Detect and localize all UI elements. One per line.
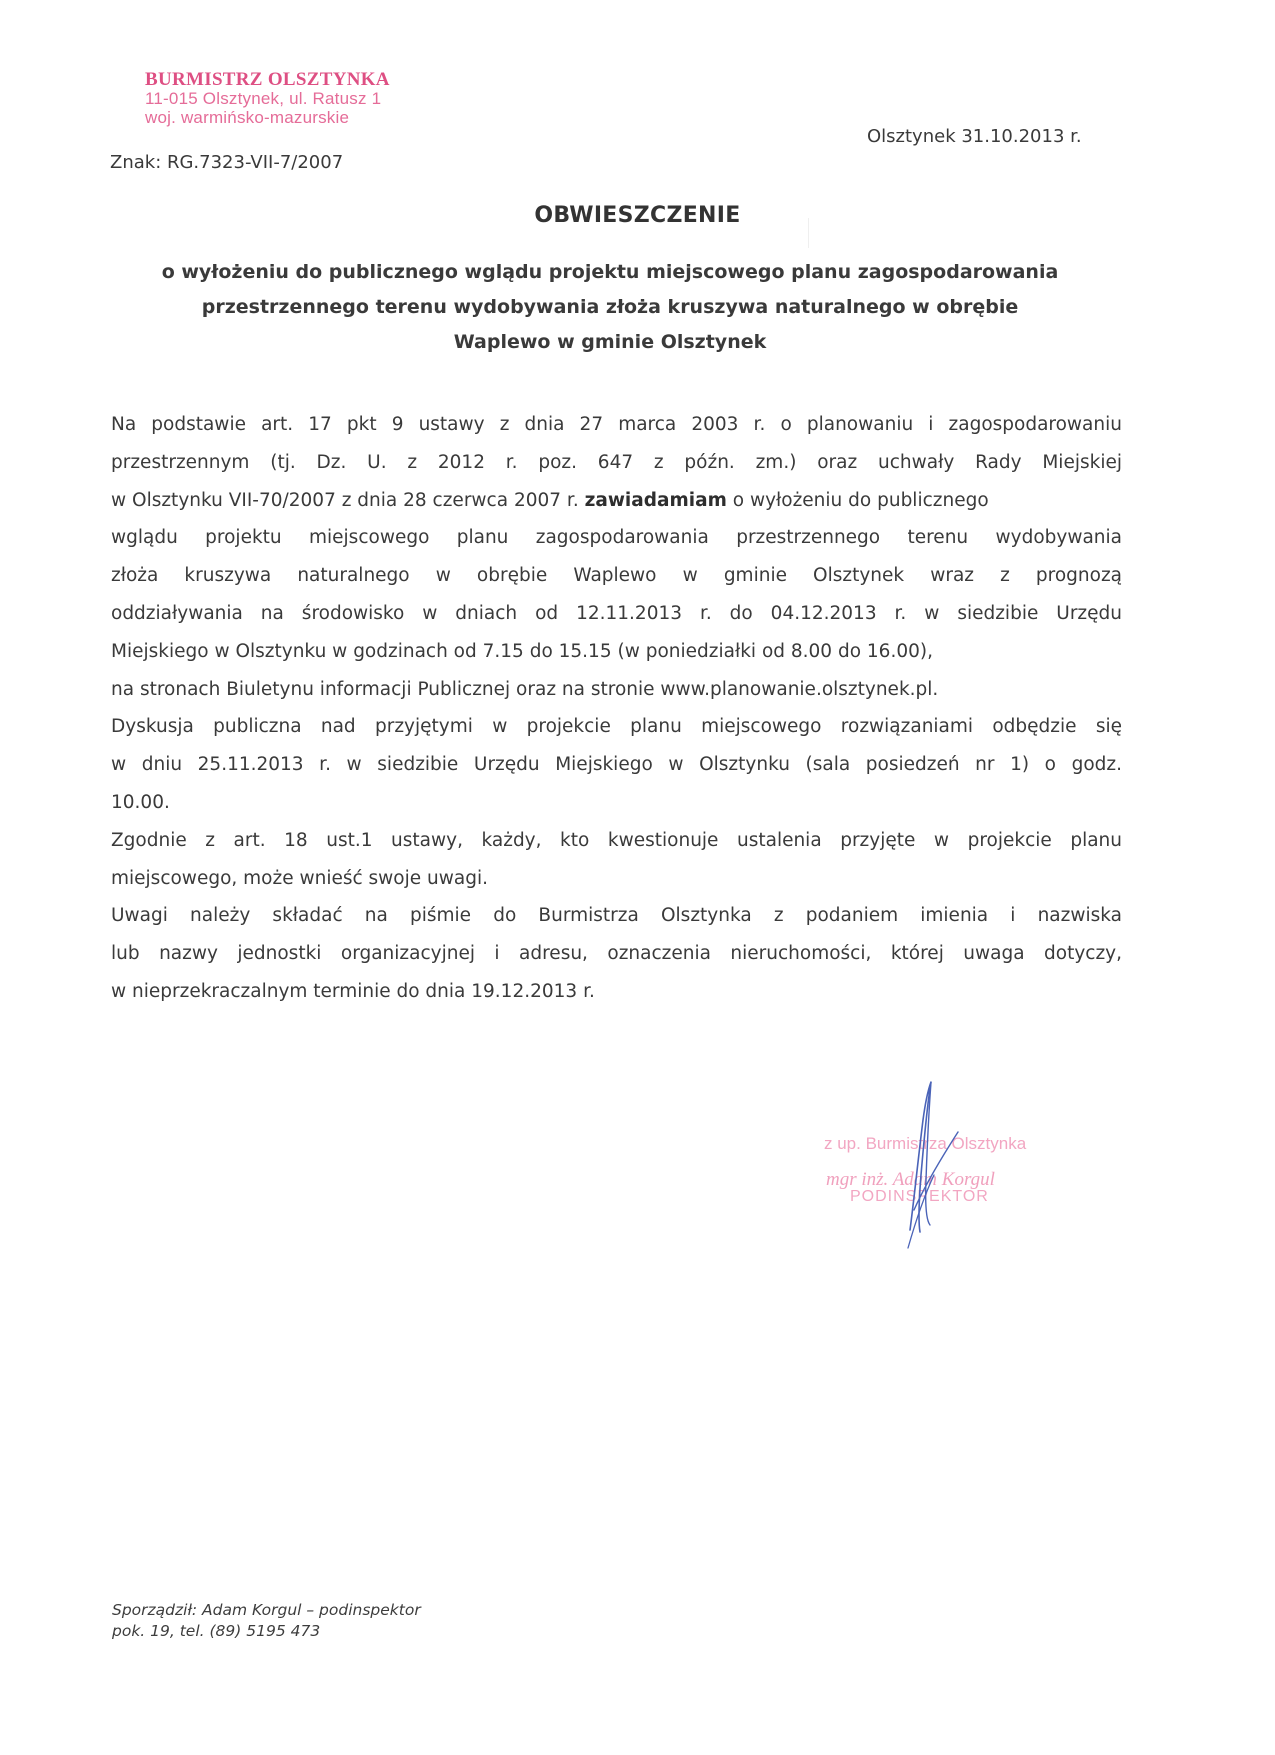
subtitle-line: przestrzennego terenu wydobywania złoża kruszywa naturalnego w obrębie bbox=[201, 296, 1019, 318]
document-title: OBWIESZCZENIE bbox=[534, 203, 741, 228]
announcement-body bbox=[111, 406, 1122, 1011]
handwritten-signature-icon bbox=[810, 1080, 1070, 1260]
body-text-segment: w Olsztynku VII-70/2007 z dnia 28 czerwca 2007 r. bbox=[111, 489, 585, 511]
signature-block bbox=[810, 1080, 1070, 1260]
signature-stamp-name: mgr inż. Adam Korgul bbox=[826, 1169, 995, 1190]
prepared-by-author: Sporządził: Adam Korgul – podinspektor bbox=[112, 1601, 421, 1619]
subtitle-line: Waplewo w gminie Olsztynek bbox=[453, 331, 767, 353]
signature-stamp-position: PODINSPEKTOR bbox=[850, 1188, 989, 1205]
prepared-by bbox=[112, 1600, 421, 1642]
reference-number: Znak: RG.7323-VII-7/2007 bbox=[110, 152, 344, 173]
body-line: przestrzennym (tj. Dz. U. z 2012 r. poz. 647 z późn. zm.) oraz uchwały Rady Miejskiej bbox=[111, 451, 1122, 473]
subtitle-line: o wyłożeniu do publicznego wglądu projektu miejscowego planu zagospodarowania bbox=[161, 261, 1059, 283]
body-line: Na podstawie art. 17 pkt 9 ustawy z dnia 27 marca 2003 r. o planowaniu i zagospodarowaniu bbox=[111, 414, 1122, 435]
signature-stamp-authority: z up. Burmistrza Olsztynka bbox=[824, 1134, 1027, 1153]
stamp-address: 11-015 Olsztynek, ul. Ratusz 1 bbox=[145, 89, 382, 108]
body-text-segment: o wyłożeniu do publicznego bbox=[726, 489, 989, 511]
body-line: wglądu projektu miejscowego planu zagospodarowania przestrzennego terenu wydobywania bbox=[111, 527, 1122, 549]
body-line: lub nazwy jednostki organizacyjnej i adresu, oznaczenia nieruchomości, której uwaga dotyczy, bbox=[111, 943, 1122, 965]
emphasized-word: zawiadamiam bbox=[584, 489, 727, 511]
body-line: Zgodnie z art. 18 ust.1 ustawy, każdy, kto kwestionuje ustalenia przyjęte w projekcie planu bbox=[111, 829, 1122, 851]
body-line: miejscowego, może wnieść swoje uwagi. bbox=[111, 867, 488, 889]
document-subtitle bbox=[100, 255, 1120, 360]
body-line: w dniu 25.11.2013 r. w siedzibie Urzędu Miejskiego w Olsztynku (sala posiedzeń nr 1) o godz. bbox=[111, 754, 1122, 776]
office-stamp bbox=[145, 70, 390, 127]
prepared-by-contact: pok. 19, tel. (89) 5195 473 bbox=[112, 1622, 321, 1640]
body-line: w nieprzekraczalnym terminie do dnia 19.12.2013 r. bbox=[111, 980, 595, 1002]
body-line: Dyskusja publiczna nad przyjętymi w projekcie planu miejscowego rozwiązaniami odbędzie się bbox=[111, 716, 1122, 738]
body-line: Miejskiego w Olsztynku w godzinach od 7.15 do 15.15 (w poniedziałki od 8.00 do 16.00), bbox=[111, 640, 933, 662]
body-line: Uwagi należy składać na piśmie do Burmistrza Olsztynka z podaniem imienia i nazwiska bbox=[111, 905, 1122, 927]
body-line: 10.00. bbox=[111, 791, 170, 813]
stamp-region: woj. warmińsko-mazurskie bbox=[145, 108, 350, 127]
body-line: złoża kruszywa naturalnego w obrębie Waplewo w gminie Olsztynek wraz z prognozą bbox=[111, 565, 1122, 587]
body-line bbox=[111, 482, 1122, 520]
body-line: na stronach Biuletynu informacji Publicznej oraz na stronie www.planowanie.olsztynek.pl. bbox=[111, 678, 939, 700]
place-date: Olsztynek 31.10.2013 r. bbox=[867, 126, 1082, 147]
body-line: oddziaływania na środowisko w dniach od 12.11.2013 r. do 04.12.2013 r. w siedzibie Urzędu bbox=[111, 602, 1122, 624]
stamp-title: BURMISTRZ OLSZTYNKA bbox=[145, 69, 390, 90]
